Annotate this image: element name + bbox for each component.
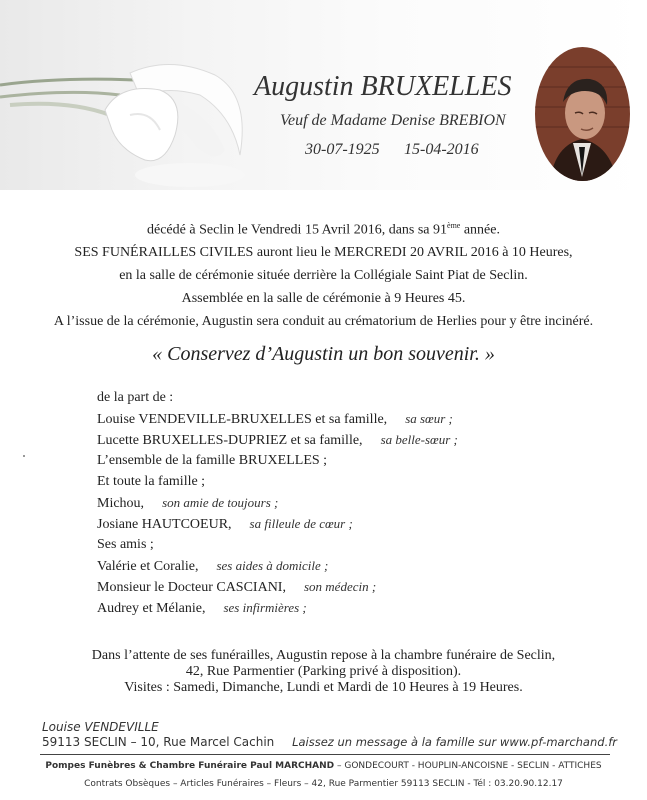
calla-lily-image [0,55,250,190]
death-notice-line: décédé à Seclin le Vendredi 15 Avril 2016, dans sa 91ème année. [147,221,500,238]
family-member: Ses amis ; [97,537,154,552]
visitation-address: 42, Rue Parmentier (Parking privé à disposition). [185,664,462,679]
deceased-name: Augustin BRUXELLES [254,71,512,102]
spouse-line: Veuf de Madame Denise BREBION [280,112,506,129]
assembly-time-line: Assemblée en la salle de cérémonie à 9 Heures 45. [181,291,466,306]
funeral-line: SES FUNÉRAILLES CIVILES auront lieu le MERCREDI 20 AVRIL 2016 à 10 Heures, [74,245,573,260]
visitation-hours: Visites : Samedi, Dimanche, Lundi et Mardi de 10 Heures à 19 Heures. [124,680,523,695]
sender-name: Louise VENDEVILLE [42,720,159,734]
death-date: 15-04-2016 [404,141,479,158]
scan-speck [23,455,25,457]
family-member: Et toute la famille ; [97,474,206,489]
sender-address: 59113 SECLIN – 10, Rue Marcel Cachin [42,735,275,749]
family-member: Louise VENDEVILLE-BRUXELLES et sa famille, sa sœur ; [97,411,453,427]
portrait-photo [535,47,630,181]
birth-date: 30-07-1925 [305,141,380,158]
family-member: Josiane HAUTCOEUR, sa filleule de cœur ; [97,516,353,532]
message-link[interactable]: Laissez un message à la famille sur www.pf-marchand.fr [292,735,617,749]
cremation-line: A l’issue de la cérémonie, Augustin sera conduit au crématorium de Herlies pour y être incinéré. [53,314,594,329]
family-member: Monsieur le Docteur CASCIANI, son médecin ; [97,579,377,595]
family-intro: de la part de : [97,390,174,405]
visitation-line: Dans l’attente de ses funérailles, Augustin repose à la chambre funéraire de Seclin, [91,648,556,663]
family-member: Michou, son amie de toujours ; [97,495,279,511]
family-member: Lucette BRUXELLES-DUPRIEZ et sa famille, sa belle-sœur ; [97,432,458,448]
family-member: L’ensemble de la famille BRUXELLES ; [97,453,328,468]
ceremony-location-line: en la salle de cérémonie située derrière la Collégiale Saint Piat de Seclin. [119,268,528,283]
family-member: Valérie et Coralie, ses aides à domicile ; [97,558,329,574]
family-member: Audrey et Mélanie, ses infirmières ; [97,600,307,616]
memorial-quote: « Conservez d’Augustin un bon souvenir. » [152,343,495,365]
footer-contact-line: Contrats Obsèques – Articles Funéraires – Fleurs – 42, Rue Parmentier 59113 SECLIN - Tél : 03.20.90.12.17 [84,779,563,789]
footer-divider [40,754,610,755]
footer-company-line: Pompes Funèbres & Chambre Funéraire Paul MARCHAND – GONDECOURT - HOUPLIN-ANCOISNE - SECLIN - ATTICHES [45,761,602,771]
